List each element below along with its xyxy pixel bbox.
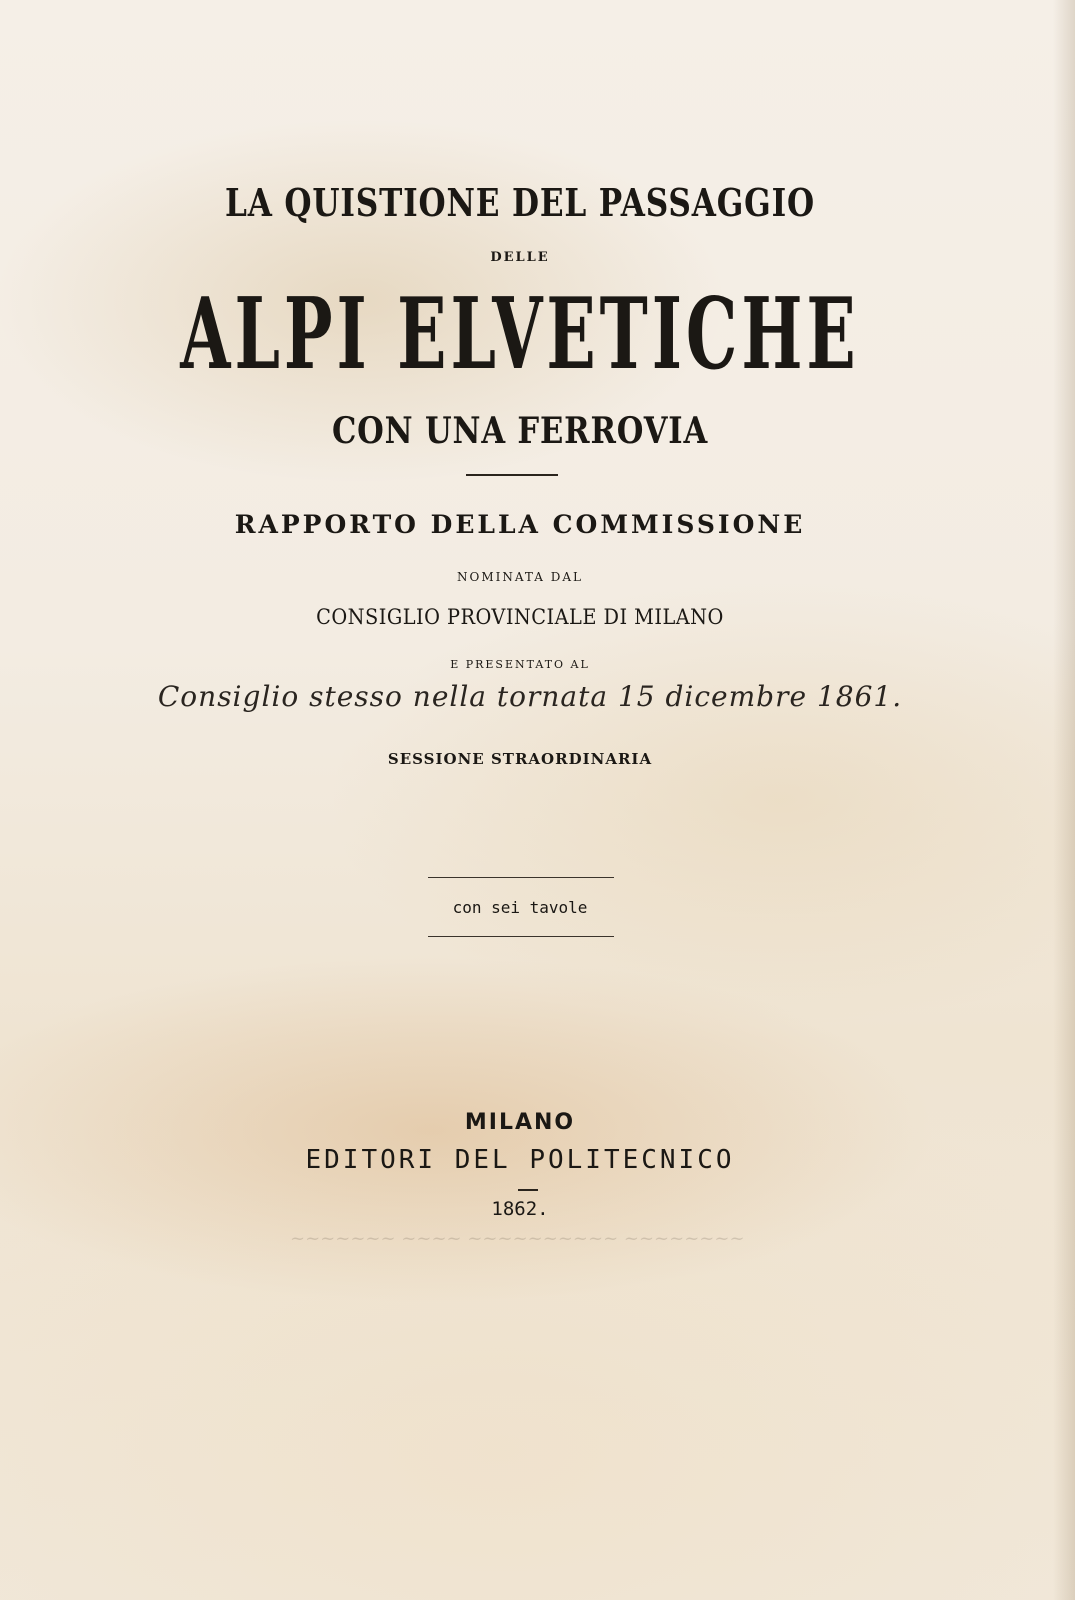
session-label: SESSIONE STRAORDINARIA <box>387 750 653 768</box>
council-name: CONSIGLIO PROVINCIALE DI MILANO <box>316 605 724 629</box>
page-edge-shadow <box>1053 0 1075 1600</box>
plates-note: con sei tavole <box>452 898 588 917</box>
presented-to: E PRESENTATO AL <box>450 658 590 671</box>
title-line-2: DELLE <box>490 250 550 265</box>
handwritten-note: Consiglio stesso nella tornata 15 dicembre 1861. <box>157 680 903 713</box>
imprint-year: 1862. <box>491 1198 549 1220</box>
plates-rule-top <box>428 877 614 878</box>
imprint-divider <box>518 1189 538 1191</box>
title-line-1: LA QUISTIONE DEL PASSAGGIO <box>225 180 815 225</box>
title-divider <box>466 474 558 476</box>
subtitle: CON UNA FERROVIA <box>331 410 709 452</box>
main-title: ALPI ELVETICHE <box>180 277 860 392</box>
nominated-by: NOMINATA DAL <box>457 570 583 584</box>
imprint-publisher: EDITORI DEL POLITECNICO <box>305 1145 735 1175</box>
plates-rule-bottom <box>428 936 614 937</box>
report-heading: RAPPORTO DELLA COMMISSIONE <box>234 510 806 539</box>
imprint-city: MILANO <box>464 1110 576 1135</box>
bleed-through-text: ~~~~~~~ ~~~~ ~~~~~~~~~~ ~~~~~~~~ <box>290 1228 745 1249</box>
